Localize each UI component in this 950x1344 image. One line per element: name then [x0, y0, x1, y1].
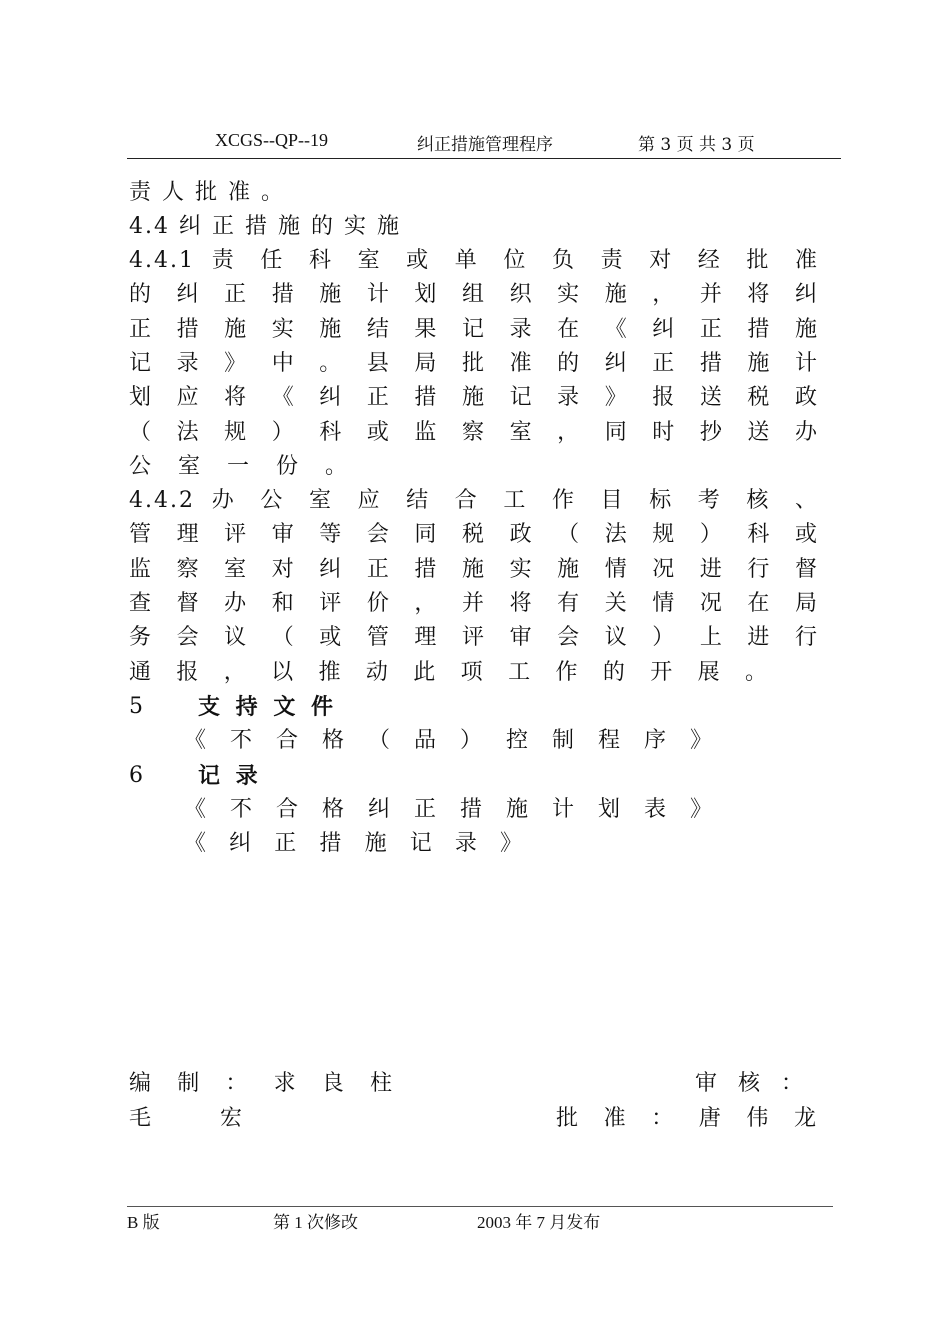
body-line: 务 会 议 （ 或 管 理 评 审 会 议 ） 上 进 行: [129, 625, 819, 650]
section-number: 6: [129, 763, 143, 788]
signature-approver: 批 准 ： 唐 伟 龙: [556, 1106, 818, 1131]
footer-version: B 版: [127, 1213, 160, 1232]
footer-revision: 第 1 次修改: [273, 1213, 358, 1232]
record-item: 《 纠 正 措 施 记 录 》: [184, 831, 524, 856]
body-line: 通 报 ， 以 推 动 此 项 工 作 的 开 展 。: [129, 660, 769, 685]
body-line: 公 室 一 份 。: [129, 454, 349, 479]
reference-item: 《 不 合 格 （ 品 ） 控 制 程 序 》: [184, 728, 714, 753]
section-number: 5: [129, 694, 143, 719]
body-line: 记 录 》 中 。 县 局 批 准 的 纠 正 措 施 计: [129, 351, 819, 376]
body-line: （ 法 规 ） 科 或 监 察 室 ， 同 时 抄 送 办: [129, 420, 819, 445]
document-title: 纠正措施管理程序: [417, 135, 553, 155]
header-divider: [127, 158, 841, 159]
body-line: 划 应 将 《 纠 正 措 施 记 录 》 报 送 税 政: [129, 385, 819, 410]
signature-compiler: 编 制 ： 求 良 柱: [129, 1071, 394, 1096]
section-title: 支 持 文 件: [198, 694, 337, 720]
body-line: 的 纠 正 措 施 计 划 组 织 实 施 ， 并 将 纠: [129, 282, 819, 307]
body-line: 4.4.2 办 公 室 应 结 合 工 作 目 标 考 核 、: [129, 488, 819, 513]
body-line: 4.4.1 责 任 科 室 或 单 位 负 责 对 经 批 准: [129, 248, 819, 273]
footer-release-date: 2003 年 7 月发布: [477, 1213, 601, 1232]
signature-reviewer-name: 毛 宏: [129, 1106, 244, 1131]
page-info: 第 3 页 共 3 页: [638, 135, 755, 155]
footer-divider: [127, 1206, 833, 1207]
body-line: 监 察 室 对 纠 正 措 施 实 施 情 况 进 行 督: [129, 557, 819, 582]
signature-reviewer-label: 审 核 ：: [695, 1071, 805, 1096]
section-title: 记 录: [198, 763, 262, 789]
body-line: 责 人 批 准 。: [129, 180, 285, 205]
body-line: 4.4 纠 正 措 施 的 实 施: [129, 214, 401, 239]
document-code: XCGS--QP--19: [215, 130, 329, 150]
record-item: 《 不 合 格 纠 正 措 施 计 划 表 》: [184, 797, 714, 822]
body-line: 查 督 办 和 评 价 ， 并 将 有 关 情 况 在 局: [129, 591, 819, 616]
body-line: 管 理 评 审 等 会 同 税 政 （ 法 规 ） 科 或: [129, 522, 819, 547]
body-line: 正 措 施 实 施 结 果 记 录 在 《 纠 正 措 施: [129, 317, 819, 342]
